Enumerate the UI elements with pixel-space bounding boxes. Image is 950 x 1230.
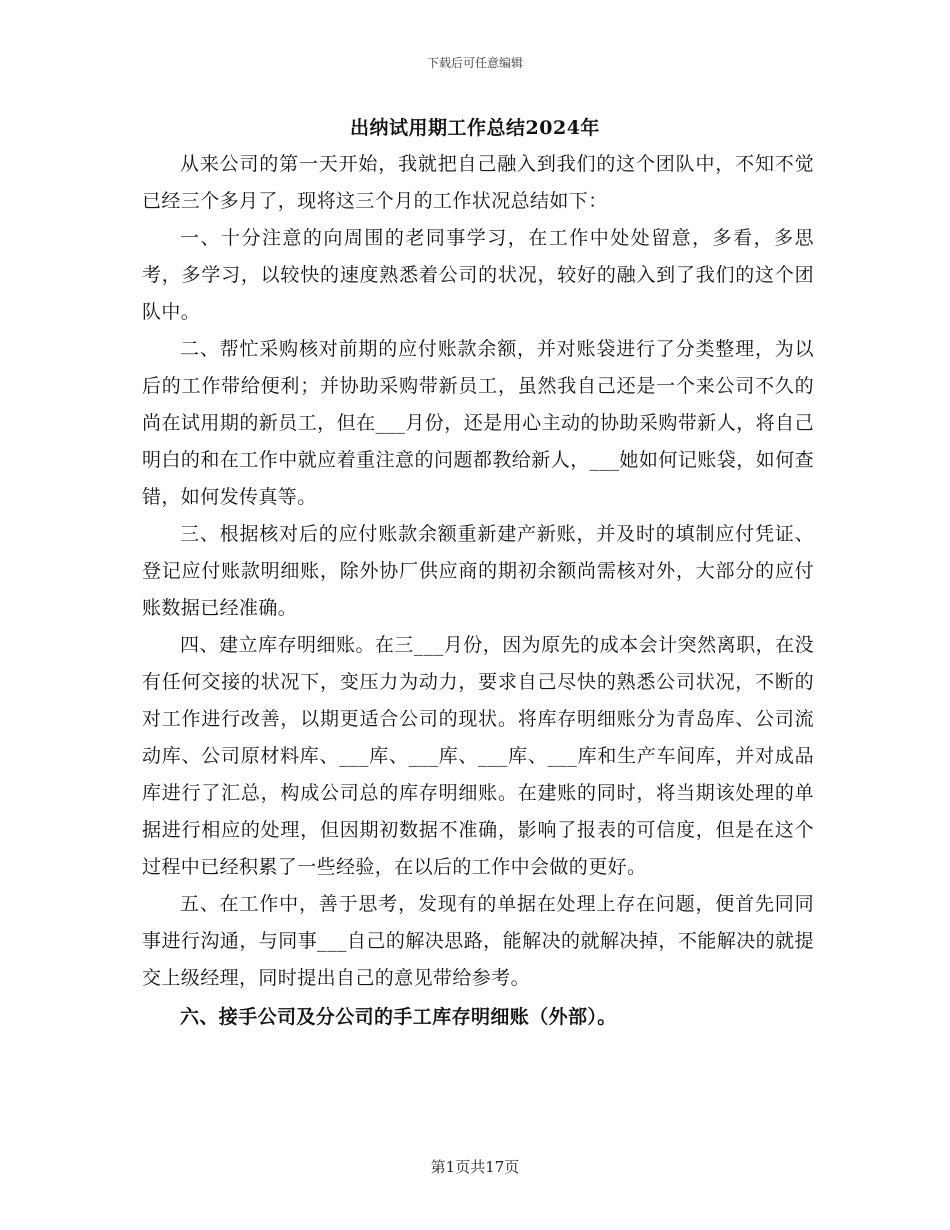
- document-title: 出纳试用期工作总结2024年: [350, 117, 600, 139]
- paragraph-item-4: 四、建立库存明细账。在三___月份，因为原先的成本会计突然离职，在没有任何交接的状况下，变压力为动力，要求自己尽快的熟悉公司状况，不断的对工作进行改善，以期更适合公司的现状。将库存明细账分为青岛库、公司流动库、公司原材料库、___库、___库、___库、___库和生产车间库，并对成品库进行了汇总，构成公司总的库存明细账。在建账的同时，将当期该处理的单据进行相应的处理，但因期初数据不准确，影响了报表的可信度，但是在这个过程中已经积累了一些经验，在以后的工作中会做的更好。: [142, 634, 814, 878]
- paragraph-item-5: 五、在工作中，善于思考，发现有的单据在处理上存在问题，便首先同同事进行沟通，与同事___自己的解决思路，能解决的就解决掉，不能解决的就提交上级经理，同时提出自己的意见带给参考。: [142, 893, 814, 989]
- document-body: [142, 146, 814, 1036]
- page-footer: 第1页共17页: [430, 1158, 520, 1176]
- paragraph-intro: 从来公司的第一天开始，我就把自己融入到我们的这个团队中，不知不觉已经三个多月了，现将这三个月的工作状况总结如下：: [142, 153, 814, 212]
- paragraph-item-3: 三、根据核对后的应付账款余额重新建产新账，并及时的填制应付凭证、登记应付账款明细账，除外协厂供应商的期初余额尚需核对外，大部分的应付账数据已经准确。: [142, 523, 814, 619]
- header-note: 下载后可任意编辑: [426, 56, 523, 70]
- paragraph-item-1: 一、十分注意的向周围的老同事学习，在工作中处处留意，多看，多思考，多学习，以较快的速度熟悉着公司的状况，较好的融入到了我们的这个团队中。: [142, 227, 814, 323]
- section-heading-6: 六、接手公司及分公司的手工库存明细账（外部）。: [180, 1006, 617, 1028]
- paragraph-item-2: 二、帮忙采购核对前期的应付账款余额，并对账袋进行了分类整理，为以后的工作带给便利；并协助采购带新员工，虽然我自己还是一个来公司不久的尚在试用期的新员工，但在___月份，还是用心主动的协助采购带新人，将自己明白的和在工作中就应着重注意的问题都教给新人，___她如何记账袋，如何查错，如何发传真等。: [142, 338, 814, 508]
